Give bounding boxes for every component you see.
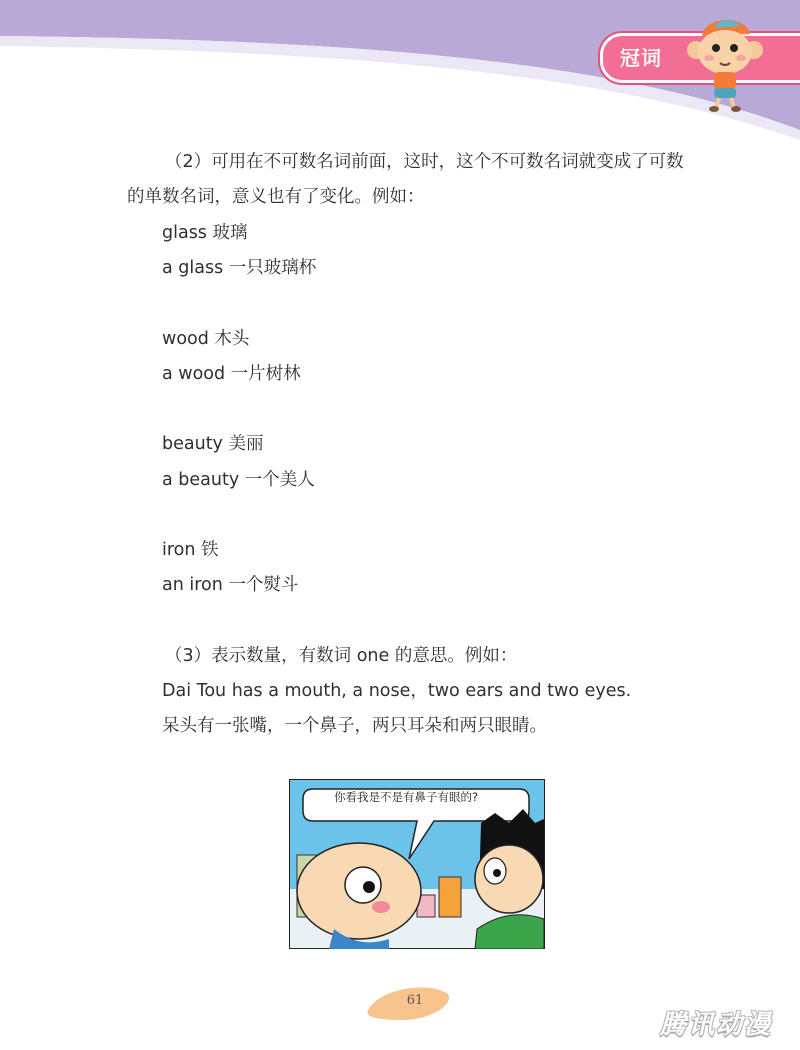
paragraph-3-english: Dai Tou has a mouth, a nose，two ears and two eyes. — [162, 681, 632, 701]
paragraph-3-chinese: 呆头有一张嘴，一个鼻子，两只耳朵和两只眼睛。 — [162, 716, 547, 736]
example-phrase: an iron 一个熨斗 — [162, 575, 299, 595]
example-phrase: a glass 一只玻璃杯 — [162, 258, 317, 278]
paragraph-2-line-2: 的单数名词，意义也有了变化。例如： — [127, 187, 425, 207]
example-phrase: a beauty 一个美人 — [162, 470, 315, 490]
example-word: wood 木头 — [162, 329, 250, 349]
paragraph-2-line-1: （2）可用在不可数名词前面，这时，这个不可数名词就变成了可数 — [165, 152, 684, 172]
speech-bubble-text: 你看我是不是有鼻子有眼的? — [334, 790, 479, 804]
example-phrase: a wood 一片树林 — [162, 364, 301, 384]
example-word: beauty 美丽 — [162, 434, 264, 454]
paragraph-3-line-1: （3）表示数量，有数词 one 的意思。例如： — [165, 646, 518, 666]
example-word: glass 玻璃 — [162, 223, 248, 243]
example-word: iron 铁 — [162, 540, 219, 560]
mascot-illustration — [684, 8, 766, 112]
section-title: 冠词 — [620, 46, 662, 70]
watermark-logo: 腾讯动漫 — [660, 1010, 773, 1040]
page-number: 61 — [406, 993, 424, 1008]
